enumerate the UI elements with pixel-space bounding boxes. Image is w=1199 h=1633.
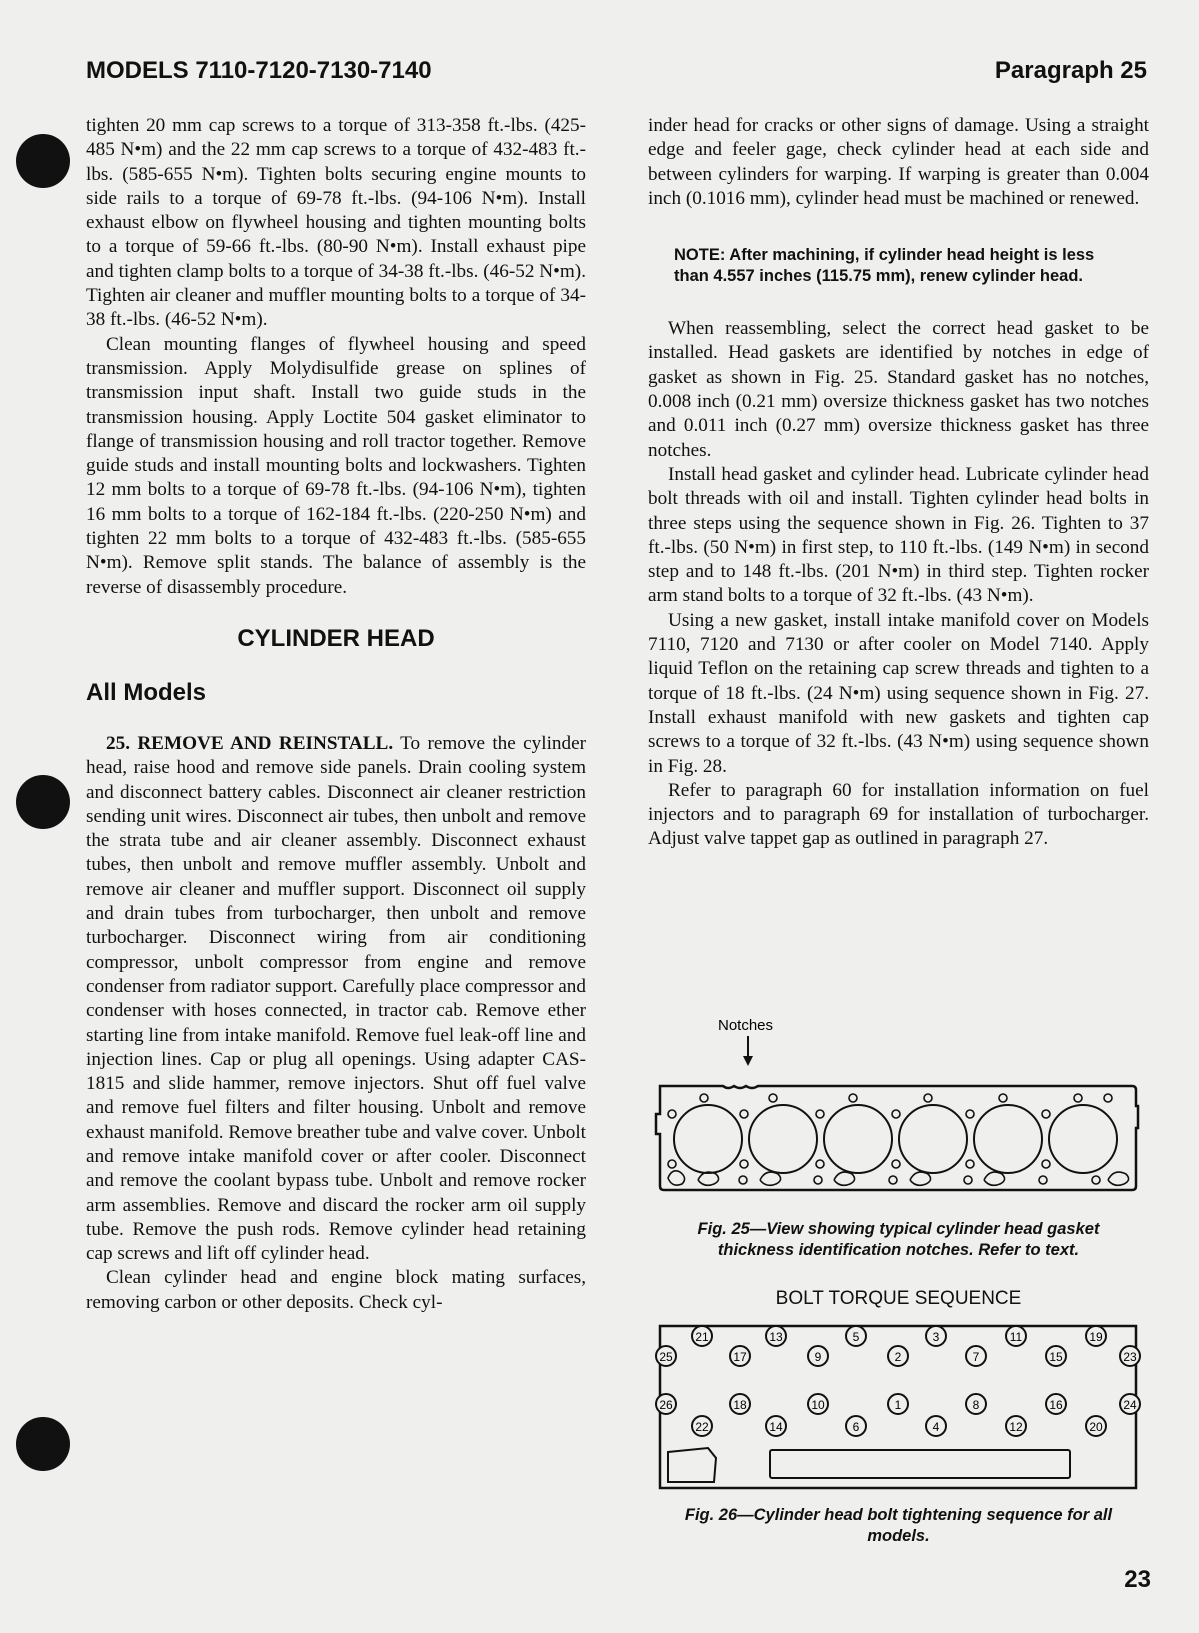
bolt-16: [1046, 1394, 1066, 1414]
bolt-label: 9: [814, 1350, 822, 1364]
page-number: 23: [1124, 1566, 1151, 1593]
bolt-14: [766, 1416, 786, 1436]
bolt-23: [1120, 1346, 1140, 1366]
bolt-label: 2: [894, 1350, 902, 1364]
bolt-sequence-diagram: [648, 1320, 1149, 1490]
bolt-11: [1006, 1326, 1026, 1346]
bolt-10: [808, 1394, 828, 1414]
bolt-5: [846, 1326, 866, 1346]
section-title: CYLINDER HEAD: [237, 624, 435, 652]
right-paragraph-5: Refer to paragraph 60 for installation information on fuel injectors and to paragraph 69 for installation of turbocharger. Adjust valve tappet gap as outlined in paragraph 27.: [648, 779, 1149, 850]
subsection-title: All Models: [86, 678, 207, 706]
right-column: [648, 114, 1149, 852]
notches-label: Notches: [718, 1018, 774, 1034]
bolt-label: 25: [659, 1350, 673, 1364]
bolt-21: [692, 1326, 712, 1346]
note-box: NOTE: After machining, if cylinder head height is less than 4.557 inches (115.75 mm), renew cylinder head.: [674, 246, 1095, 286]
paragraph-lead: 25. REMOVE AND REINSTALL.: [106, 732, 394, 754]
bolt-label: 12: [1009, 1420, 1023, 1434]
bolt-label: 3: [932, 1330, 940, 1344]
bolt-18: [730, 1394, 750, 1414]
right-paragraph-3: Install head gasket and cylinder head. Lubricate cylinder head bolt threads with oil and install. Tighten cylinder head bolts in three steps using the sequence shown in Fig. 26. Tighten to 37 ft.-lbs. (50 N•m) in first step, to 110 ft.-lbs. (149 N•m) in second step and to 148 ft.-lbs. (201 N•m) in third step. Tighten rocker arm stand bolts to a torque of 32 ft.-lbs. (43 N•m).: [648, 463, 1149, 607]
bolt-2: [888, 1346, 908, 1366]
bolt-24: [1120, 1394, 1140, 1414]
bolt-15: [1046, 1346, 1066, 1366]
arrow-icon: [743, 1056, 753, 1066]
left-paragraph-2: Clean mounting flanges of flywheel housing and speed transmission. Apply Molydisulfide grease on splines of transmission input shaft. Install two guide studs in the transmission housing. Apply Loctite 504 gasket eliminator to flange of transmission housing and roll tractor together. Remove guide studs and install mounting bolts and lockwashers. Tighten 12 mm bolts to a torque of 69-78 ft.-lbs. (94-106 N•m), tighten 16 mm bolts to a torque of 162-184 ft.-lbs. (220-250 N•m) and tighten 22 mm bolts to a torque of 432-483 ft.-lbs. (585-655 N•m). Remove split stands. The balance of assembly is the reverse of disassembly procedure.: [86, 333, 586, 598]
page-header: [86, 54, 1147, 88]
figure-26-caption: Fig. 26—Cylinder head bolt tightening sequence for all models.: [684, 1506, 1113, 1545]
right-paragraph-1: inder head for cracks or other signs of damage. Using a straight edge and feeler gage, check cylinder head at each side and between cylinders for warping. If warping is greater than 0.004 inch (0.1016 mm), cylinder head must be machined or renewed.: [648, 115, 1149, 209]
bolt-1: [888, 1394, 908, 1414]
figure-25: [648, 1018, 1149, 1258]
bolt-3: [926, 1326, 946, 1346]
bolt-label: 10: [811, 1398, 825, 1412]
right-paragraph-4: Using a new gasket, install intake manifold cover on Models 7110, 7120 and 7130 or after cooler on Model 7140. Apply liquid Teflon on the retaining cap screw threads and tighten to a torque of 18 ft.-lbs. (24 N•m) using sequence shown in Fig. 27. Install exhaust manifold with new gaskets and tighten cap screws to a torque of 32 ft.-lbs. (43 N•m) using sequence shown in Fig. 28.: [648, 609, 1149, 777]
paragraph-label: Paragraph 25: [994, 57, 1147, 84]
bolt-19: [1086, 1326, 1106, 1346]
bolt-label: 13: [769, 1330, 783, 1344]
bolt-25: [656, 1346, 676, 1366]
bolt-label: 6: [852, 1420, 860, 1434]
bolt-label: 20: [1089, 1420, 1103, 1434]
bolt-12: [1006, 1416, 1026, 1436]
bolt-6: [846, 1416, 866, 1436]
bolt-label: 24: [1123, 1398, 1137, 1412]
bolt-label: 1: [894, 1398, 902, 1412]
bolt-label: 19: [1089, 1330, 1103, 1344]
bolt-26: [656, 1394, 676, 1414]
bolt-22: [692, 1416, 712, 1436]
bolt-7: [966, 1346, 986, 1366]
paragraph-body: To remove the cylinder head, raise hood and remove side panels. Drain cooling system and disconnect battery cables. Disconnect air cleaner restriction sending unit wires. Disconnect air tubes, then unbolt and remove the strata tube and air cleaner assembly. Disconnect exhaust tubes, then unbolt and remove muffler assembly. Unbolt and remove air cleaner and muffler support. Disconnect oil supply and drain tubes from turbocharger, then unbolt and remove turbocharger. Disconnect wiring from air conditioning compressor, unbolt compressor from engine and remove condenser from radiator support. Carefully place compressor and condenser with hoses connected, in tractor cab. Remove ether starting line from intake manifold. Remove fuel leak-off line and injection lines. Cap or plug all openings. Using adapter CAS-1815 and slide hammer, remove injectors. Shut off fuel valve and remove fuel filters and filter housing. Unbolt and remove exhaust manifold. Remove breather tube and valve cover. Unbolt and remove intake manifold cover or after cooler. Disconnect and remove the coolant bypass tube. Unbolt and remove rocker arm assemblies. Remove and discard the rocker arm oil supply tube. Remove the push rods. Remove cylinder head retaining cap screws and lift off cylinder head.: [86, 732, 586, 1265]
bolt-label: 17: [733, 1350, 747, 1364]
left-paragraph-3: [86, 732, 586, 1267]
bolt-torque-sequence-title: BOLT TORQUE SEQUENCE: [775, 1288, 1022, 1309]
bolt-label: 7: [972, 1350, 980, 1364]
left-column: [86, 114, 586, 1315]
punch-hole-2: [16, 775, 70, 829]
figure-25-caption: Fig. 25—View showing typical cylinder head gasket thickness identification notches. Refer to text.: [697, 1220, 1100, 1259]
models-title: MODELS 7110-7120-7130-7140: [86, 57, 432, 84]
bolt-9: [808, 1346, 828, 1366]
bolt-label: 4: [932, 1420, 940, 1434]
bolt-label: 14: [769, 1420, 783, 1434]
bolt-label: 8: [972, 1398, 980, 1412]
left-paragraph-4: Clean cylinder head and engine block mating surfaces, removing carbon or other deposits. Check cyl-: [86, 1267, 586, 1313]
bolt-13: [766, 1326, 786, 1346]
right-paragraph-2: When reassembling, select the correct head gasket to be installed. Head gaskets are identified by notches in edge of gasket as shown in Fig. 25. Standard gasket has no notches, 0.008 inch (0.21 mm) oversize thickness gasket has two notches and 0.011 inch (0.27 mm) oversize thickness gasket has three notches.: [648, 318, 1149, 461]
bolt-label: 23: [1123, 1350, 1137, 1364]
bolt-label: 11: [1009, 1330, 1023, 1344]
left-paragraph-1: tighten 20 mm cap screws to a torque of 313-358 ft.-lbs. (425-485 N•m) and the 22 mm cap screws to a torque of 432-483 ft.-lbs. (585-655 N•m). Tighten bolts securing engine mounts to side rails to a torque of 69-78 ft.-lbs. (94-106 N•m). Install exhaust elbow on flywheel housing and tighten mounting bolts to a torque of 59-66 ft.-lbs. (80-90 N•m). Install exhaust pipe and tighten clamp bolts to a torque of 34-38 ft.-lbs. (46-52 N•m). Tighten air cleaner and muffler mounting bolts to a torque of 34-38 ft.-lbs. (46-52 N•m).: [86, 115, 586, 331]
bolt-8: [966, 1394, 986, 1414]
bolt-label: 26: [659, 1398, 673, 1412]
punch-hole-1: [16, 134, 70, 188]
bolt-label: 16: [1049, 1398, 1063, 1412]
bolt-20: [1086, 1416, 1106, 1436]
bolt-17: [730, 1346, 750, 1366]
bolt-label: 18: [733, 1398, 747, 1412]
figure-26: [648, 1288, 1149, 1558]
bolt-label: 15: [1049, 1350, 1063, 1364]
gasket-diagram: [648, 1018, 1149, 1208]
bolt-label: 22: [695, 1420, 709, 1434]
bolt-4: [926, 1416, 946, 1436]
punch-hole-3: [16, 1417, 70, 1471]
bolt-label: 5: [852, 1330, 860, 1344]
bolt-label: 21: [695, 1330, 709, 1344]
